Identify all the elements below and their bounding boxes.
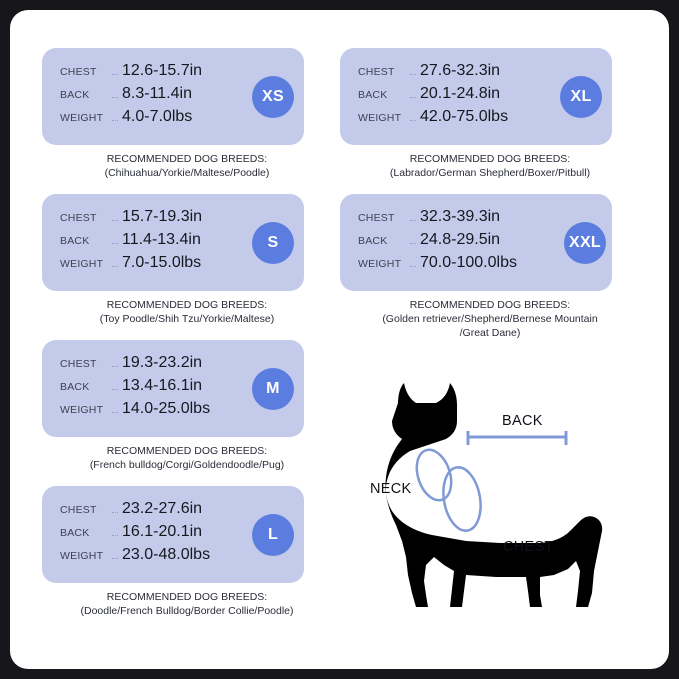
measurement-value-chest: 19.3-23.2in xyxy=(122,354,203,371)
breeds-list: (Chihuahua/Yorkie/Maltese/Poodle) xyxy=(104,167,270,179)
dot-leader xyxy=(410,219,416,221)
dot-leader xyxy=(112,511,118,513)
measurement-label-chest: CHEST xyxy=(358,66,395,78)
dot-leader xyxy=(112,411,118,413)
dot-leader xyxy=(112,388,118,390)
size-panel-l xyxy=(42,486,304,583)
size-block-xs xyxy=(42,48,332,180)
size-badge-l: L xyxy=(252,514,294,556)
measurement-label-weight: WEIGHT xyxy=(60,404,104,416)
measurement-row-weight xyxy=(358,108,596,131)
diagram-label-neck: NECK xyxy=(370,481,412,497)
measurement-value-back: 11.4-13.4in xyxy=(122,231,201,248)
measurement-row-chest xyxy=(60,500,288,523)
dot-leader xyxy=(112,534,118,536)
measurement-value-back: 13.4-16.1in xyxy=(122,377,203,394)
measurement-label-chest: CHEST xyxy=(60,212,97,224)
breeds-s xyxy=(42,298,332,326)
breeds-title: RECOMMENDED DOG BREEDS: xyxy=(106,299,268,311)
breeds-title: RECOMMENDED DOG BREEDS: xyxy=(106,153,268,165)
size-block-s xyxy=(42,194,332,326)
measurement-label-back: BACK xyxy=(60,381,90,393)
breeds-xl xyxy=(340,152,640,180)
dot-leader xyxy=(410,242,416,244)
measurement-row-weight xyxy=(60,254,288,277)
size-panel-xs xyxy=(42,48,304,145)
size-panel-s xyxy=(42,194,304,291)
measurement-label-chest: CHEST xyxy=(60,504,97,516)
dot-leader xyxy=(410,119,416,121)
diagram-label-back: BACK xyxy=(502,413,543,429)
dot-leader xyxy=(112,242,118,244)
measurement-value-weight: 14.0-25.0lbs xyxy=(122,400,211,417)
measurement-value-back: 16.1-20.1in xyxy=(122,523,203,540)
measurement-value-weight: 70.0-100.0lbs xyxy=(420,254,517,271)
measurement-label-back: BACK xyxy=(60,235,90,247)
size-chart-card xyxy=(10,10,669,669)
measurement-label-weight: WEIGHT xyxy=(60,258,104,270)
size-column-left xyxy=(42,48,332,632)
diagram-label-chest: CHEST xyxy=(503,539,554,555)
dot-leader xyxy=(410,73,416,75)
breeds-list: (Doodle/French Bulldog/Border Collie/Poodle) xyxy=(80,605,294,617)
measurement-value-weight: 4.0-7.0lbs xyxy=(122,108,193,125)
measurement-value-chest: 23.2-27.6in xyxy=(122,500,203,517)
size-badge-s: S xyxy=(252,222,294,264)
measurement-value-chest: 15.7-19.3in xyxy=(122,208,203,225)
dot-leader xyxy=(112,219,118,221)
size-panel-xxl xyxy=(340,194,612,291)
breeds-title: RECOMMENDED DOG BREEDS: xyxy=(409,299,571,311)
size-block-xl xyxy=(340,48,640,180)
breeds-list-line1: (Golden retriever/Shepherd/Bernese Mountain xyxy=(382,313,598,325)
measurement-label-back: BACK xyxy=(358,235,388,247)
size-badge-xl: XL xyxy=(560,76,602,118)
measurement-row-weight xyxy=(60,108,288,131)
measurement-value-chest: 32.3-39.3in xyxy=(420,208,501,225)
measurement-value-weight: 7.0-15.0lbs xyxy=(122,254,202,271)
measurement-row-back xyxy=(358,231,596,254)
measurement-value-back: 20.1-24.8in xyxy=(420,85,501,102)
breeds-xs xyxy=(42,152,332,180)
measurement-row-chest xyxy=(358,62,596,85)
measurement-label-weight: WEIGHT xyxy=(358,112,402,124)
breeds-title: RECOMMENDED DOG BREEDS: xyxy=(106,591,268,603)
size-column-right xyxy=(340,48,640,354)
size-badge-xxl: XXL xyxy=(564,222,606,264)
size-block-xxl xyxy=(340,194,640,340)
dot-leader xyxy=(410,265,416,267)
breeds-list: (Toy Poodle/Shih Tzu/Yorkie/Maltese) xyxy=(99,313,275,325)
dot-leader xyxy=(410,96,416,98)
breeds-l xyxy=(42,590,332,618)
measurement-label-chest: CHEST xyxy=(60,66,97,78)
breeds-list: (Labrador/German Shepherd/Boxer/Pitbull) xyxy=(389,167,591,179)
size-panel-m xyxy=(42,340,304,437)
breeds-title: RECOMMENDED DOG BREEDS: xyxy=(106,445,268,457)
measurement-row-chest xyxy=(60,208,288,231)
measurement-row-weight xyxy=(60,400,288,423)
measurement-row-chest xyxy=(358,208,596,231)
measurement-row-chest xyxy=(60,354,288,377)
measurement-value-weight: 23.0-48.0lbs xyxy=(122,546,211,563)
size-panel-xl xyxy=(340,48,612,145)
breeds-list-line2: /Great Dane) xyxy=(459,327,521,339)
measurement-value-back: 8.3-11.4in xyxy=(122,85,192,102)
measurement-label-back: BACK xyxy=(60,527,90,539)
dot-leader xyxy=(112,557,118,559)
measurement-value-chest: 27.6-32.3in xyxy=(420,62,501,79)
breeds-m xyxy=(42,444,332,472)
size-badge-xs: XS xyxy=(252,76,294,118)
dot-leader xyxy=(112,265,118,267)
measurement-label-chest: CHEST xyxy=(358,212,395,224)
measurement-label-chest: CHEST xyxy=(60,358,97,370)
size-badge-m: M xyxy=(252,368,294,410)
breeds-xxl xyxy=(340,298,640,340)
measurement-row-chest xyxy=(60,62,288,85)
measurement-label-weight: WEIGHT xyxy=(60,550,104,562)
dog-measurement-diagram xyxy=(340,365,640,625)
dot-leader xyxy=(112,73,118,75)
dot-leader xyxy=(112,365,118,367)
dot-leader xyxy=(112,96,118,98)
measurement-value-weight: 42.0-75.0lbs xyxy=(420,108,509,125)
breeds-list: (French bulldog/Corgi/Goldendoodle/Pug) xyxy=(89,459,285,471)
measurement-row-weight xyxy=(60,546,288,569)
measurement-label-back: BACK xyxy=(358,89,388,101)
dot-leader xyxy=(112,119,118,121)
measurement-row-weight xyxy=(358,254,596,277)
measurement-value-chest: 12.6-15.7in xyxy=(122,62,203,79)
measurement-label-back: BACK xyxy=(60,89,90,101)
size-block-m xyxy=(42,340,332,472)
size-block-l xyxy=(42,486,332,618)
measurement-label-weight: WEIGHT xyxy=(358,258,402,270)
measurement-value-back: 24.8-29.5in xyxy=(420,231,501,248)
breeds-title: RECOMMENDED DOG BREEDS: xyxy=(409,153,571,165)
measurement-label-weight: WEIGHT xyxy=(60,112,104,124)
